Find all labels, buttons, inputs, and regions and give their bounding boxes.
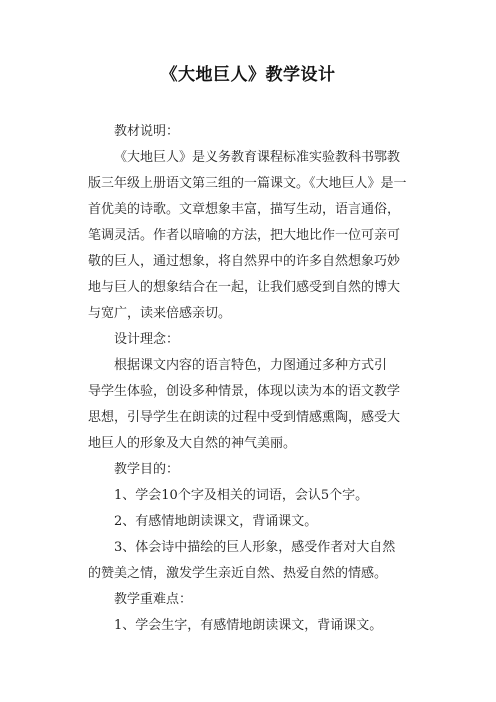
body-text-line: 《大地巨人》是义务教育课程标准实验教科书鄂教 — [114, 150, 401, 165]
body-text-line: 3、体会诗中描绘的巨人形象，感受作者对大自然 — [114, 540, 396, 555]
body-text-line: 1、学会生字，有感情地朗读课文，背诵课文。 — [114, 618, 383, 633]
section-heading: 设计理念： — [114, 332, 180, 347]
body-text-line: 2、有感情地朗读课文，背诵课文。 — [114, 514, 318, 529]
body-text-line: 首优美的诗歌。文章想象丰富，描写生动，语言通俗， — [88, 202, 401, 217]
body-text-line: 根据课文内容的语言特色，力图通过多种方式引 — [114, 358, 388, 373]
body-text-line: 思想，引导学生在朗读的过程中受到情感熏陶，感受大 — [88, 410, 401, 425]
body-text-line: 笔调灵活。作者以暗喻的方法，把大地比作一位可亲可 — [88, 228, 401, 243]
body-text-line: 1、学会10个字及相关的词语，会认5个字。 — [114, 488, 369, 503]
section-heading: 教材说明： — [114, 124, 180, 139]
document-body — [88, 119, 423, 639]
body-text-line: 敬的巨人，通过想象，将自然界中的许多自然想象巧妙 — [88, 254, 401, 269]
section-heading: 教学目的： — [114, 462, 180, 477]
section-heading: 教学重难点： — [114, 592, 193, 607]
body-text-line: 与宽广，读来倍感亲切。 — [88, 306, 232, 321]
body-text-line: 的赞美之情，激发学生亲近自然、热爱自然的情感。 — [88, 566, 388, 581]
body-text-line: 导学生体验，创设多种情景，体现以读为本的语文教学 — [88, 384, 401, 399]
document-title: 《大地巨人》教学设计 — [160, 65, 336, 85]
body-text-line: 地与巨人的想象结合在一起，让我们感受到自然的博大 — [88, 280, 401, 295]
body-text-line: 版三年级上册语文第三组的一篇课文。《大地巨人》是一 — [88, 176, 407, 191]
body-text-line: 地巨人的形象及大自然的神气美丽。 — [88, 436, 297, 451]
